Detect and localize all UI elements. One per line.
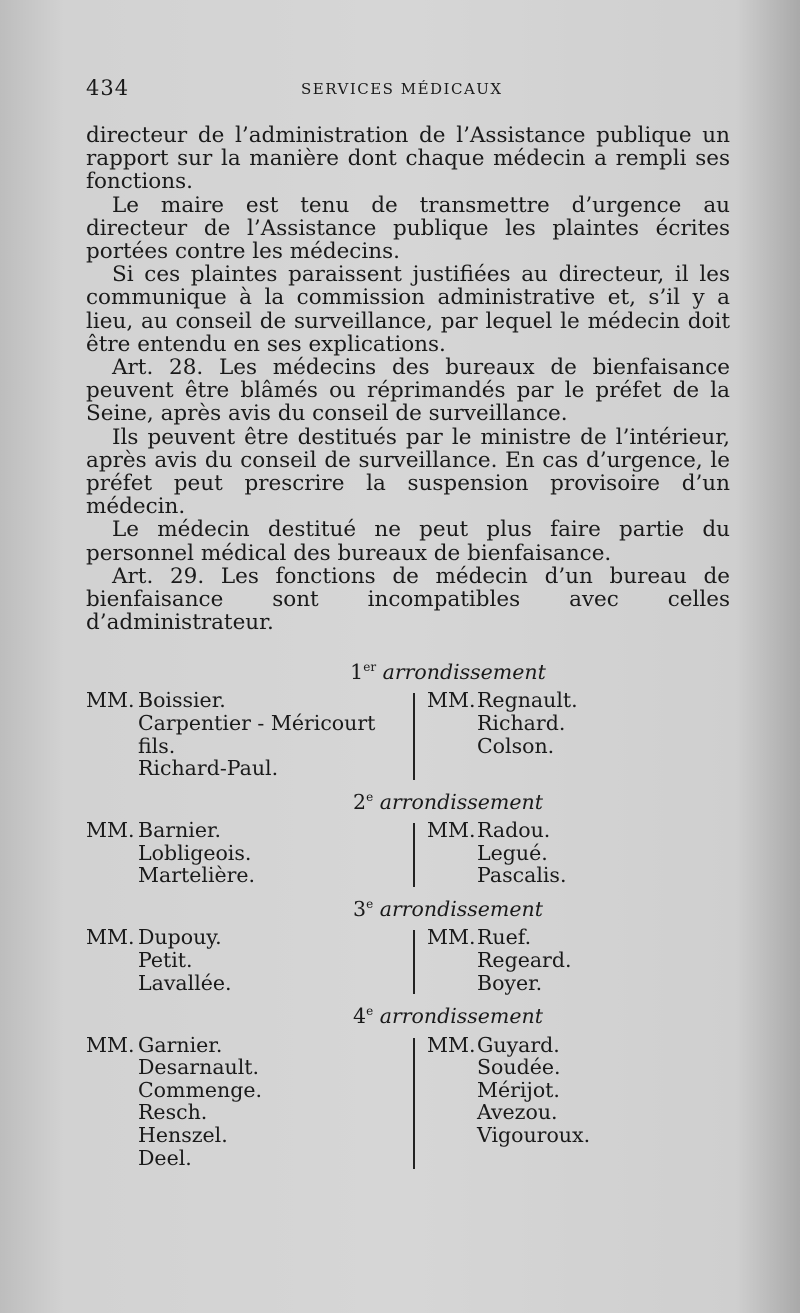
article-28-paragraph: Art. 28. Les médecins des bureaux de bienfaisance peuvent être blâmés ou réprimandés par le préfet de la Seine, après avis du conseil de surveillance. [86, 355, 730, 427]
physician-name: Legué. [477, 840, 548, 865]
physician-name: Garnier. [138, 1032, 223, 1057]
name-line [86, 712, 411, 735]
physician-name: fils. [138, 733, 176, 758]
name-line [411, 1034, 730, 1057]
arrondissement-label: arrondissement [379, 1004, 543, 1029]
physician-name: Lobligeois. [138, 840, 252, 865]
arrondissement-heading [126, 656, 770, 683]
name-line [86, 864, 411, 887]
physician-name: Dupouy. [138, 925, 222, 950]
name-line [86, 972, 411, 995]
physician-name: Vigouroux. [477, 1123, 591, 1147]
indent-spacer [86, 864, 138, 887]
indent-spacer [86, 972, 138, 995]
indent-spacer [86, 1079, 138, 1102]
arrondissement-heading [126, 893, 770, 920]
arrondissement-block [86, 819, 730, 887]
paragraph: directeur de l’administration de l’Assistance publique un rapport sur la manière dont chaque médecin a rempli ses fonctions. [86, 123, 730, 195]
name-line [86, 842, 411, 865]
indent-spacer [86, 949, 138, 972]
mm-prefix: MM. [86, 925, 135, 950]
mm-prefix: MM. [86, 1032, 135, 1057]
indent-spacer [411, 949, 477, 972]
name-line [411, 1079, 730, 1102]
name-line [411, 712, 730, 735]
arrondissement-block [86, 926, 730, 994]
name-line [86, 926, 411, 949]
physician-name: Radou. [477, 818, 551, 843]
column-divider-rule [413, 823, 415, 887]
arrondissement-number: 3 [353, 896, 367, 921]
name-line [411, 842, 730, 865]
indent-spacer [86, 735, 138, 758]
arrondissement-label: arrondissement [379, 789, 543, 814]
left-column [86, 819, 411, 887]
indent-spacer [411, 1101, 477, 1124]
indent-spacer [86, 1124, 138, 1147]
name-line [411, 926, 730, 949]
arrondissement-label: arrondissement [382, 659, 546, 684]
physician-name: Colson. [477, 733, 555, 758]
right-column [411, 819, 730, 887]
name-line [86, 1124, 411, 1147]
physician-name: Soudée. [477, 1055, 561, 1080]
arrondissement-number: 1 [350, 659, 364, 684]
name-line [411, 972, 730, 995]
physician-name: Carpentier - Méricourt [138, 711, 376, 736]
name-line [411, 864, 730, 887]
mm-prefix: MM. [427, 818, 476, 843]
mm-prefix: MM. [427, 1032, 476, 1057]
physician-name: Richard-Paul. [138, 756, 279, 781]
name-line [411, 735, 730, 758]
physician-roster [86, 656, 730, 1175]
physician-name: Boyer. [477, 970, 543, 995]
name-line [86, 1079, 411, 1102]
physician-name: Lavallée. [138, 970, 232, 995]
name-line [411, 1101, 730, 1124]
left-column [86, 1034, 411, 1170]
arrondissement-label: arrondissement [379, 896, 543, 921]
indent-spacer [411, 842, 477, 865]
indent-spacer [86, 757, 138, 780]
physician-name: Henszel. [138, 1123, 228, 1147]
name-line [86, 1147, 411, 1170]
name-line [411, 1056, 730, 1079]
body-text [86, 124, 730, 634]
right-column [411, 926, 730, 994]
physician-name: Resch. [138, 1100, 208, 1125]
arrondissement-ordinal: e [366, 897, 374, 911]
name-line [86, 1034, 411, 1057]
physician-name: Ruef. [477, 925, 532, 950]
indent-spacer [86, 842, 138, 865]
arrondissement-ordinal: er [363, 660, 377, 674]
indent-spacer [411, 1056, 477, 1079]
left-column [86, 689, 411, 779]
paragraph: Ils peuvent être destitués par le ministre de l’intérieur, après avis du conseil de surveillance. En cas d’urgence, le préfet peut prescrire la suspension provisoire d’un médecin. [86, 424, 730, 520]
name-line [86, 1101, 411, 1124]
left-column [86, 926, 411, 994]
physician-name: Pascalis. [477, 863, 567, 888]
paragraph: Si ces plaintes paraissent justifiées au directeur, il les communique à la commission administrative et, s’il y a lieu, au conseil de surveillance, par lequel le médecin doit être entendu en ses explications. [86, 262, 730, 357]
name-line [86, 689, 411, 712]
arrondissement-number: 4 [353, 1004, 367, 1029]
name-line [411, 689, 730, 712]
right-column [411, 689, 730, 779]
physician-name: Guyard. [477, 1032, 560, 1057]
arrondissement-heading [126, 1000, 770, 1027]
indent-spacer [86, 1147, 138, 1170]
physician-name: Mérijot. [477, 1077, 560, 1102]
physician-name: Barnier. [138, 818, 222, 843]
right-column [411, 1034, 730, 1170]
page-header [86, 76, 730, 102]
name-line [86, 819, 411, 842]
physician-name: Richard. [477, 711, 566, 736]
page-number: 434 [86, 76, 130, 100]
indent-spacer [411, 735, 477, 758]
name-line [86, 735, 411, 758]
arrondissement-ordinal: e [366, 1004, 374, 1019]
mm-prefix: MM. [427, 925, 476, 950]
column-divider-rule [413, 1038, 415, 1170]
arrondissement-block [86, 1034, 730, 1170]
physician-name: Deel. [138, 1145, 192, 1170]
column-divider-rule [413, 930, 415, 994]
paragraph: Le maire est tenu de transmettre d’urgence au directeur de l’Assistance publique les plaintes écrites portées contre les médecins. [86, 192, 730, 265]
name-line [411, 819, 730, 842]
indent-spacer [411, 712, 477, 735]
paragraph: Le médecin destitué ne peut plus faire partie du personnel médical des bureaux de bienfaisance. [86, 517, 730, 566]
mm-prefix: MM. [86, 818, 135, 843]
indent-spacer [86, 1056, 138, 1079]
indent-spacer [411, 1079, 477, 1102]
arrondissement-ordinal: e [366, 789, 374, 804]
physician-name: Boissier. [138, 688, 226, 713]
column-divider-rule [413, 693, 415, 779]
physician-name: Martelière. [138, 863, 256, 888]
indent-spacer [411, 972, 477, 995]
indent-spacer [411, 864, 477, 887]
indent-spacer [411, 1124, 477, 1147]
indent-spacer [86, 712, 138, 735]
arrondissement-heading [126, 786, 770, 813]
name-line [411, 949, 730, 972]
physician-name: Avezou. [477, 1100, 558, 1125]
name-line [411, 1124, 730, 1147]
physician-name: Regeard. [477, 948, 572, 973]
article-29-paragraph: Art. 29. Les fonctions de médecin d’un bureau de bienfaisance sont incompatibles avec celles d’administrateur. [86, 563, 730, 636]
physician-name: Regnault. [477, 688, 578, 713]
name-line [86, 949, 411, 972]
physician-name: Petit. [138, 948, 193, 973]
name-line [86, 757, 411, 780]
name-line [86, 1056, 411, 1079]
physician-name: Desarnault. [138, 1055, 260, 1080]
running-head: SERVICES MÉDICAUX [301, 80, 503, 98]
arrondissement-block [86, 689, 730, 779]
physician-name: Commenge. [138, 1077, 263, 1102]
mm-prefix: MM. [427, 688, 476, 713]
indent-spacer [86, 1101, 138, 1124]
arrondissement-number: 2 [353, 789, 367, 814]
mm-prefix: MM. [86, 688, 135, 713]
